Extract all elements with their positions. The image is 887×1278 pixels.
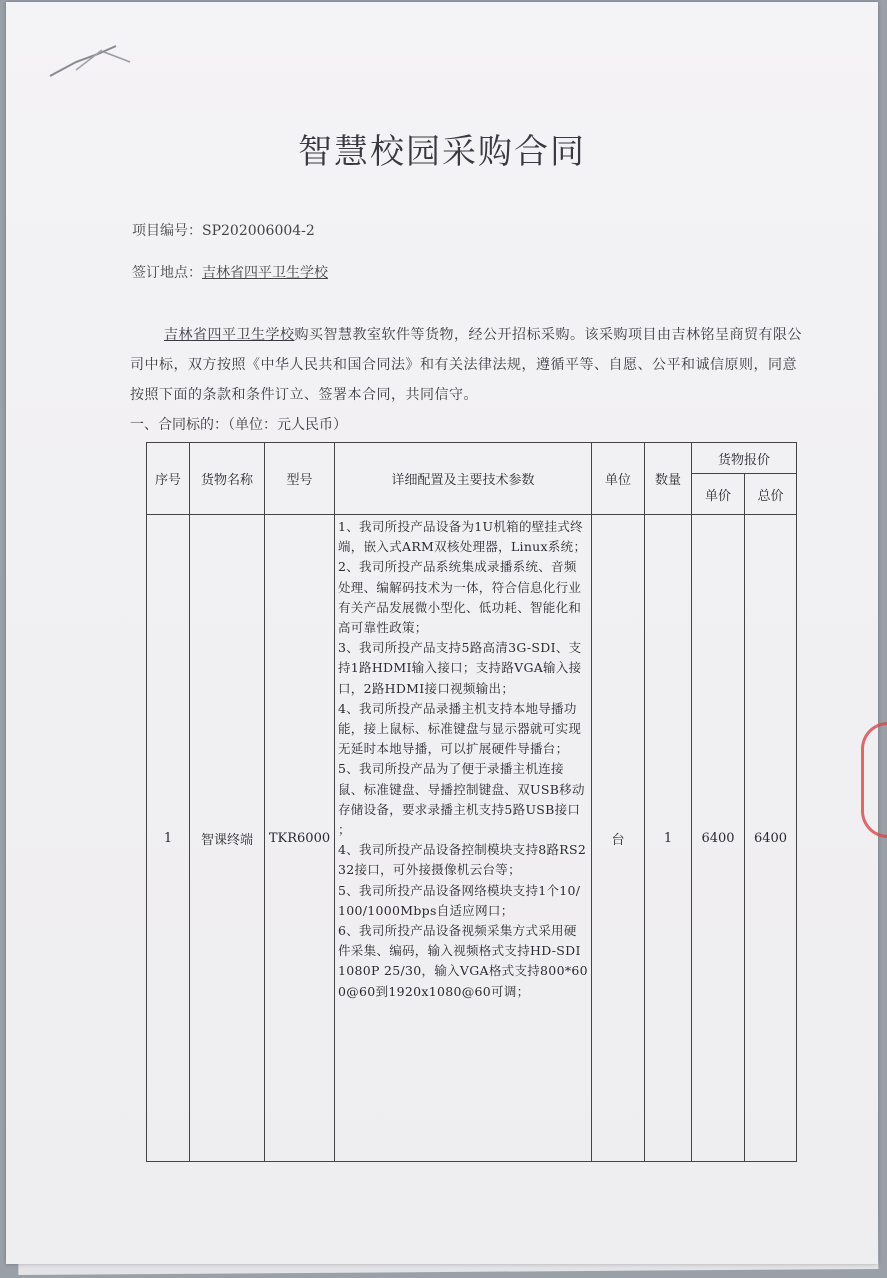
project-number-value: SP202006004-2 xyxy=(202,223,315,239)
table-row xyxy=(147,515,797,1162)
cell-total-price: 6400 xyxy=(745,515,797,1162)
cell-seq: 1 xyxy=(147,515,190,1162)
header-unit: 单位 xyxy=(592,443,645,515)
intro-paragraph xyxy=(130,320,810,410)
spec-line: 5、我司所投产品为了便于录播主机连接鼠、标准键盘、导播控制键盘、双USB移动存储设备，要求录播主机支持5路USB接口 ； xyxy=(338,761,585,838)
header-qty: 数量 xyxy=(645,443,692,515)
header-total-price: 总价 xyxy=(745,474,797,515)
header-unit-price: 单价 xyxy=(692,474,745,515)
signing-place-label: 签订地点： xyxy=(132,265,202,281)
spec-line: 1、我司所投产品设备为1U机箱的壁挂式终端，嵌入式ARM双核处理器，Linux系统； xyxy=(338,519,587,555)
cell-name: 智课终端 xyxy=(190,515,265,1162)
intro-text: 购买智慧教室软件等货物，经公开招标采购。该采购项目由吉林铭呈商贸有限公司中标，双方按照《中华人民共和国合同法》和有关法律法规，遵循平等、自愿、公平和诚信原则，同意按照下面的条款和条件订立、签署本合同，共同信守。 xyxy=(130,327,802,403)
cell-spec xyxy=(335,515,592,1162)
goods-table xyxy=(146,442,797,1162)
table-header-row xyxy=(147,443,797,474)
header-spec: 详细配置及主要技术参数 xyxy=(335,443,592,515)
document-title: 智慧校园采购合同 xyxy=(298,132,586,172)
spec-line: 5、我司所投产品设备网络模块支持1个10/100/1000Mbps自适应网口； xyxy=(338,882,581,918)
header-name: 货物名称 xyxy=(190,443,265,515)
cell-qty: 1 xyxy=(645,515,692,1162)
spec-line: 6、我司所投产品设备视频采集方式采用硬件采集、编码，输入视频格式支持HD-SDI 1080P 25/30，输入VGA格式支持800*600@60到1920x1080@60可调； xyxy=(338,923,588,999)
signing-place-value: 吉林省四平卫生学校 xyxy=(202,265,328,281)
project-number-label: 项目编号： xyxy=(132,223,202,239)
red-seal-edge xyxy=(861,722,887,838)
cell-unit-price: 6400 xyxy=(692,515,745,1162)
cell-unit: 台 xyxy=(592,515,645,1162)
staple-mark-icon xyxy=(46,40,136,80)
signing-place-line xyxy=(132,262,328,282)
cell-model: TKR6000 xyxy=(265,515,335,1162)
contract-page xyxy=(6,2,878,1264)
spec-line: 4、我司所投产品设备控制模块支持8路RS232接口，可外接摄像机云台等； xyxy=(338,842,587,878)
spec-line: 4、我司所投产品录播主机支持本地导播功能，接上鼠标、标准键盘与显示器就可实现无延时本地导播，可以扩展硬件导播台； xyxy=(338,700,582,757)
section-heading: 一、合同标的：（单位：元人民币） xyxy=(130,417,347,433)
header-model: 型号 xyxy=(265,443,335,515)
project-number-line xyxy=(132,220,315,240)
spec-line: 2、我司所投产品系统集成录播系统、音频处理、编解码技术为一体，符合信息化行业有关产品发展微小型化、低功耗、智能化和高可靠性政策； xyxy=(338,559,582,636)
intro-buyer: 吉林省四平卫生学校 xyxy=(164,327,295,343)
header-price-group: 货物报价 xyxy=(692,443,797,474)
spec-line: 3、我司所投产品支持5路高清3G-SDI、支持1路HDMI输入接口；支持路VGA输入接口，2路HDMI接口视频输出； xyxy=(338,640,582,696)
header-seq: 序号 xyxy=(147,443,190,515)
